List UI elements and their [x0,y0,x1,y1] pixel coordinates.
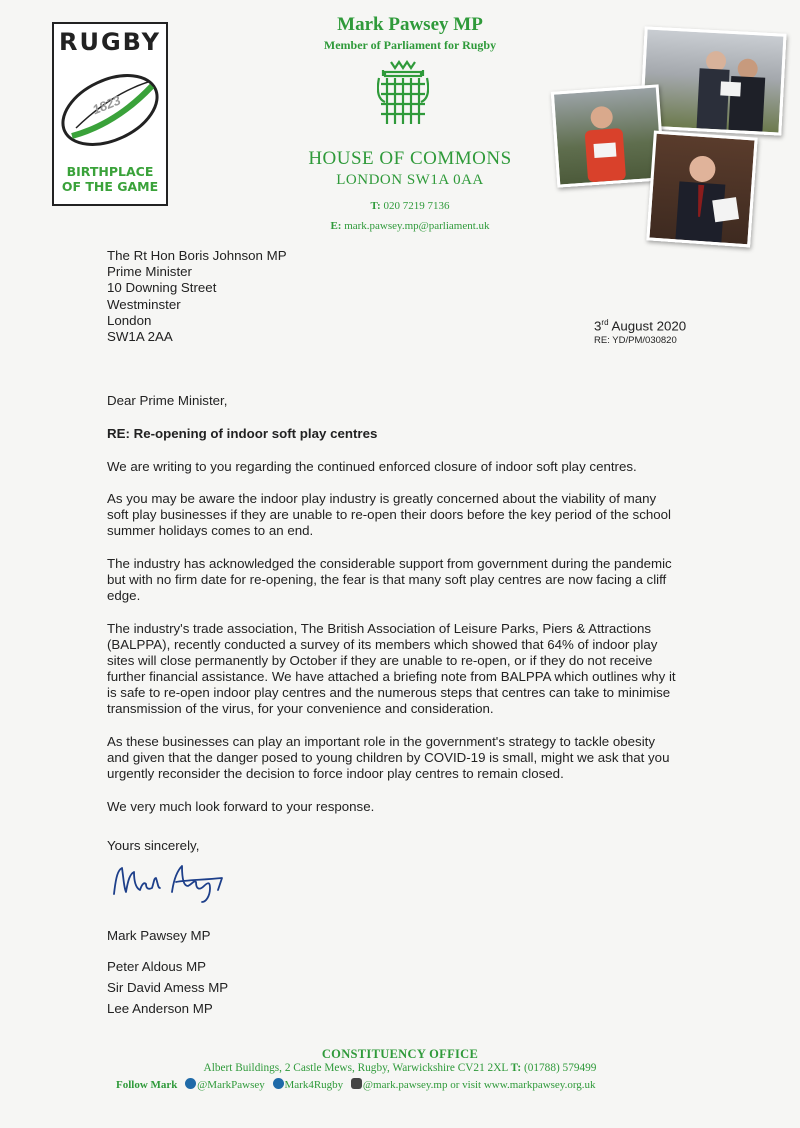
paragraph-4 [107,621,713,717]
paragraph-3 [107,556,713,604]
rugby-ball-icon [56,64,164,154]
p4-line: further financial assistance. We have attached a briefing note from BALPPA which outlines why it [107,668,676,684]
website-link[interactable]: or visit www.markpawsey.org.uk [450,1079,596,1091]
london-postcode: LONDON SW1A 0AA [336,172,484,188]
signatory-4: Lee Anderson MP [107,1001,213,1016]
email-label: E: [330,220,342,232]
salutation: Dear Prime Minister, [107,393,228,408]
mp-name: Mark Pawsey MP [337,14,483,35]
house-of-commons: HOUSE OF COMMONS [308,148,512,169]
logo-ball-text: 1823 [90,92,123,118]
constituency-office-title: CONSTITUENCY OFFICE [321,1047,479,1061]
recipient-address [107,248,287,345]
p3-line: but with no firm date for re-opening, the fear is that many soft play centres are now facing a cliff [107,572,667,588]
p6-line: We very much look forward to your response. [107,798,375,814]
p4-line: is safe to re-open indoor play centres and the numerous steps that centres can take to minimise [107,684,671,700]
paragraph-1 [107,459,713,475]
photo-speaking [646,131,757,248]
p4-line: sites will close permanently by October if they are unable to re-open, or if they do not receive [107,652,653,668]
date-rest: August 2020 [608,318,687,334]
date-suffix: rd [601,318,609,327]
p4-line: transmission of the virus, for your convenience and consideration. [107,700,494,716]
twitter-icon [185,1078,196,1089]
recipient-line-6: SW1A 2AA [107,329,173,345]
runner-icon [554,88,662,185]
letter-reference: RE: YD/PM/030820 [594,335,677,346]
mp-role: Member of Parliament for Rugby [323,38,497,52]
mp-telephone [260,200,560,212]
logo-tagline-1: BIRTHPLACE [66,164,154,179]
p2-line: soft play businesses if they are unable to re-open their doors before the key period of the school [107,507,671,523]
speaker-icon [649,134,754,245]
recipient-line-3: 10 Downing Street [107,280,217,296]
logo-title: RUGBY [58,28,162,56]
date-day: 3 [594,318,602,334]
logo-tagline-2: OF THE GAME [61,179,159,194]
recipient-line-1: The Rt Hon Boris Johnson MP [107,248,287,263]
rugby-logo [52,22,168,206]
letter-date [594,318,686,333]
letter-body [107,393,713,831]
subject-line: RE: Re-opening of indoor soft play centres [107,425,378,441]
p5-line: urgently reconsider the decision to force indoor play centres to remain closed. [107,765,564,781]
people-icon [643,30,784,133]
facebook-icon [273,1078,284,1089]
mp-email [260,220,560,232]
constituency-street: Albert Buildings, 2 Castle Mews, Rugby, Warwickshire CV21 2XL [203,1062,508,1074]
paragraph-2 [107,491,713,539]
p2-line: summer holidays comes to an end. [107,523,314,539]
paragraph-6 [107,799,713,815]
p3-line: edge. [107,588,141,604]
instagram-handle[interactable]: @mark.pawsey.mp [362,1079,448,1091]
p3-line: The industry has acknowledged the considerable support from government during the pandemic [107,556,672,572]
footer-tel-label: T: [510,1062,522,1074]
footer-tel: (01788) 579499 [523,1062,597,1074]
photo-runner [551,84,665,187]
recipient-line-5: London [107,312,152,328]
closing: Yours sincerely, [107,838,200,853]
logo-tagline [54,164,166,194]
p4-line: (BALPPA), recently conducted a survey of its members which showed that 64% of indoor play [107,636,658,652]
constituency-address [140,1062,660,1074]
twitter-handle[interactable]: @MarkPawsey [197,1079,265,1091]
photo-meeting [639,26,786,135]
instagram-icon [351,1078,362,1089]
signatories [107,928,228,1016]
signatory-3: Sir David Amess MP [107,980,229,995]
signatory-1: Mark Pawsey MP [107,928,211,943]
recipient-line-2: Prime Minister [107,264,192,280]
p4-line: The industry's trade association, The British Association of Leisure Parks, Piers & Attractions [107,620,652,636]
tel-number: 020 7219 7136 [383,200,450,212]
p5-line: and given that the danger posed to young children by COVID-19 is small, might we ask that you [107,749,670,765]
paragraph-5 [107,734,713,782]
recipient-line-4: Westminster [107,296,181,312]
social-links [116,1078,596,1091]
p5-line: As these businesses can play an important role in the government's strategy to tackle obesity [107,733,656,749]
p1-line: We are writing to you regarding the continued enforced closure of indoor soft play centres. [107,458,637,474]
signatory-2: Peter Aldous MP [107,959,207,974]
tel-label: T: [370,200,381,212]
follow-label: Follow Mark [116,1079,178,1091]
signature [110,856,230,906]
p2-line: As you may be aware the indoor play industry is greatly concerned about the viability of many [107,491,657,507]
portcullis-icon [377,58,429,132]
facebook-handle[interactable]: Mark4Rugby [284,1079,344,1091]
email-address: mark.pawsey.mp@parliament.uk [344,220,490,232]
